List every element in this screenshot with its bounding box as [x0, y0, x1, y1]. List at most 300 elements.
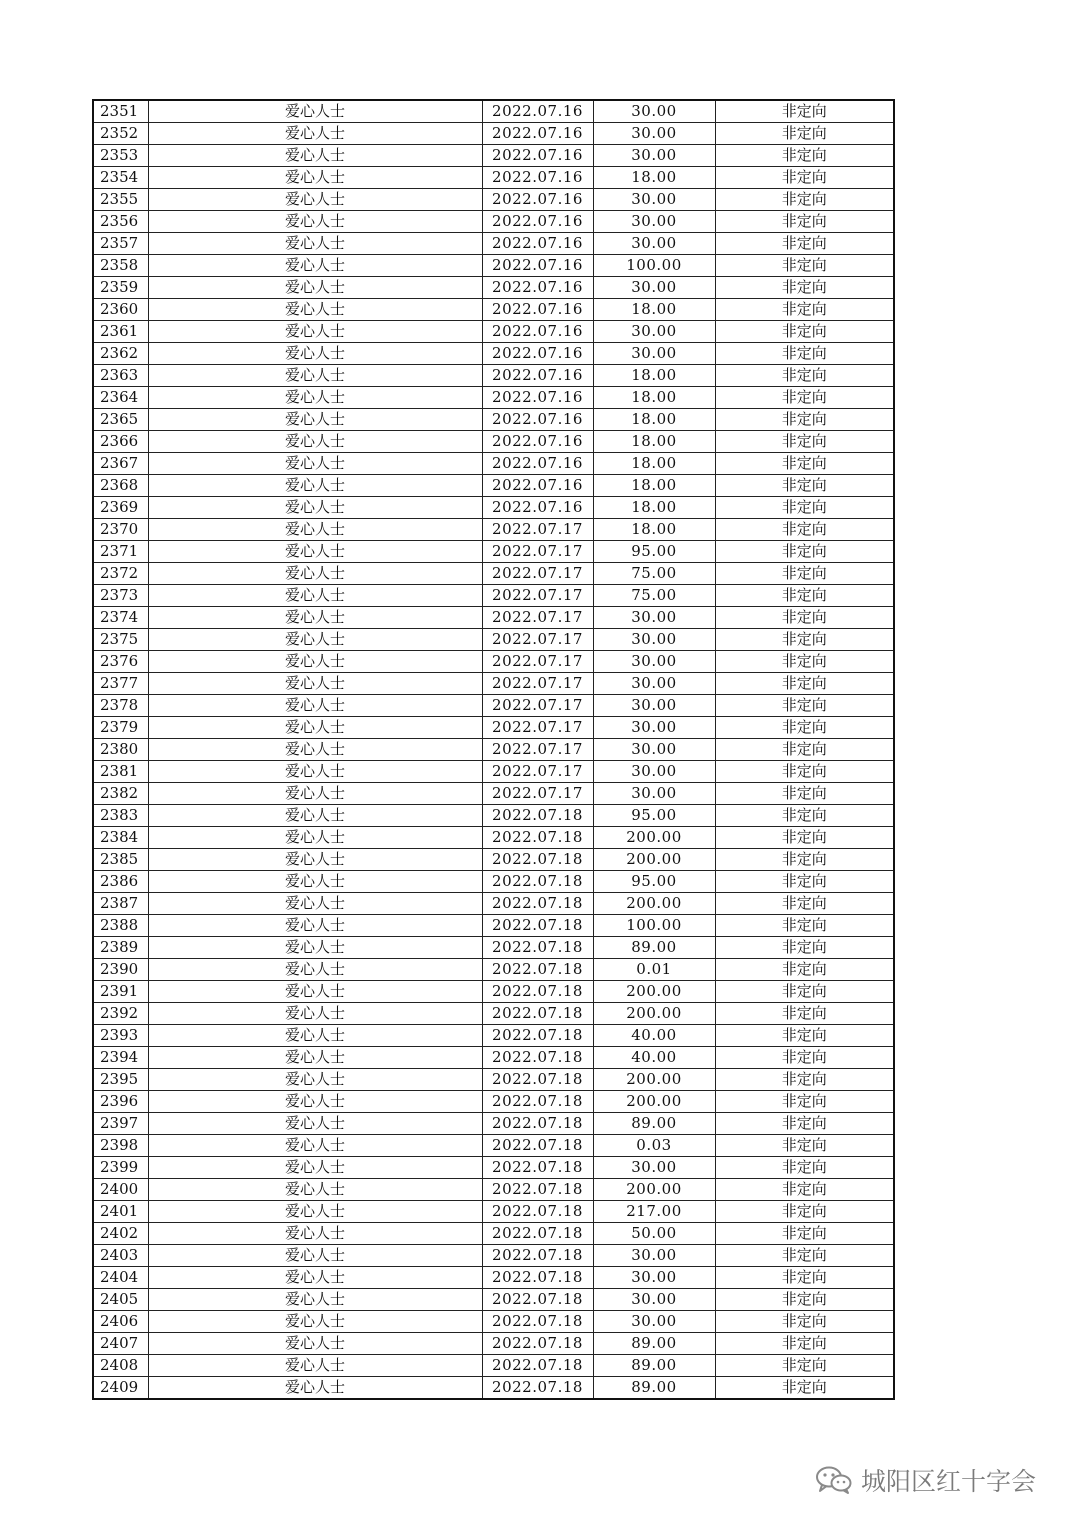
- donation-amount: 30.00: [593, 211, 715, 233]
- row-number: 2394: [93, 1047, 148, 1069]
- donation-amount: 30.00: [593, 651, 715, 673]
- donation-date: 2022.07.16: [482, 167, 593, 189]
- donation-type: 非定向: [715, 277, 894, 299]
- donation-date: 2022.07.16: [482, 189, 593, 211]
- donation-date: 2022.07.17: [482, 607, 593, 629]
- donation-type: 非定向: [715, 1069, 894, 1091]
- donor-name: 爱心人士: [148, 167, 482, 189]
- table-row: [93, 211, 894, 233]
- row-number: 2402: [93, 1223, 148, 1245]
- donation-type: 非定向: [715, 167, 894, 189]
- donation-type: 非定向: [715, 189, 894, 211]
- donation-amount: 200.00: [593, 1069, 715, 1091]
- table-row: [93, 717, 894, 739]
- row-number: 2362: [93, 343, 148, 365]
- row-number: 2388: [93, 915, 148, 937]
- table-row: [93, 277, 894, 299]
- donation-type: 非定向: [715, 100, 894, 123]
- row-number: 2390: [93, 959, 148, 981]
- table-row: [93, 1333, 894, 1355]
- row-number: 2373: [93, 585, 148, 607]
- row-number: 2396: [93, 1091, 148, 1113]
- table-row: [93, 255, 894, 277]
- donor-name: 爱心人士: [148, 387, 482, 409]
- donation-type: 非定向: [715, 607, 894, 629]
- donation-type: 非定向: [715, 585, 894, 607]
- table-row: [93, 167, 894, 189]
- donation-amount: 30.00: [593, 123, 715, 145]
- row-number: 2353: [93, 145, 148, 167]
- donation-date: 2022.07.16: [482, 475, 593, 497]
- donation-date: 2022.07.16: [482, 497, 593, 519]
- donation-type: 非定向: [715, 431, 894, 453]
- donation-date: 2022.07.16: [482, 255, 593, 277]
- row-number: 2374: [93, 607, 148, 629]
- donor-name: 爱心人士: [148, 1003, 482, 1025]
- donation-type: 非定向: [715, 783, 894, 805]
- table-row: [93, 1201, 894, 1223]
- row-number: 2378: [93, 695, 148, 717]
- donor-name: 爱心人士: [148, 1333, 482, 1355]
- row-number: 2365: [93, 409, 148, 431]
- row-number: 2358: [93, 255, 148, 277]
- donor-name: 爱心人士: [148, 695, 482, 717]
- donation-type: 非定向: [715, 211, 894, 233]
- donation-date: 2022.07.18: [482, 1355, 593, 1377]
- donation-date: 2022.07.17: [482, 519, 593, 541]
- donation-amount: 30.00: [593, 739, 715, 761]
- donation-date: 2022.07.16: [482, 321, 593, 343]
- donation-date: 2022.07.18: [482, 1267, 593, 1289]
- donation-date: 2022.07.17: [482, 783, 593, 805]
- donation-amount: 30.00: [593, 783, 715, 805]
- donation-table: [92, 99, 895, 1400]
- row-number: 2385: [93, 849, 148, 871]
- table-row: [93, 1003, 894, 1025]
- donation-date: 2022.07.16: [482, 431, 593, 453]
- wechat-icon: [815, 1465, 853, 1495]
- donation-amount: 30.00: [593, 629, 715, 651]
- row-number: 2392: [93, 1003, 148, 1025]
- donation-date: 2022.07.16: [482, 409, 593, 431]
- table-row: [93, 915, 894, 937]
- table-row: [93, 343, 894, 365]
- table-row: [93, 519, 894, 541]
- donation-amount: 30.00: [593, 277, 715, 299]
- donation-type: 非定向: [715, 739, 894, 761]
- donation-date: 2022.07.16: [482, 211, 593, 233]
- donation-type: 非定向: [715, 1047, 894, 1069]
- donation-date: 2022.07.18: [482, 1157, 593, 1179]
- donation-amount: 200.00: [593, 1091, 715, 1113]
- table-row: [93, 739, 894, 761]
- donor-name: 爱心人士: [148, 629, 482, 651]
- row-number: 2401: [93, 1201, 148, 1223]
- donation-date: 2022.07.18: [482, 1289, 593, 1311]
- donor-name: 爱心人士: [148, 1025, 482, 1047]
- donation-amount: 30.00: [593, 761, 715, 783]
- table-row: [93, 893, 894, 915]
- donation-date: 2022.07.18: [482, 1245, 593, 1267]
- donation-date: 2022.07.18: [482, 959, 593, 981]
- donation-amount: 30.00: [593, 189, 715, 211]
- table-row: [93, 453, 894, 475]
- donation-date: 2022.07.18: [482, 871, 593, 893]
- row-number: 2370: [93, 519, 148, 541]
- donation-type: 非定向: [715, 1179, 894, 1201]
- donation-type: 非定向: [715, 1289, 894, 1311]
- donation-amount: 200.00: [593, 849, 715, 871]
- donation-amount: 89.00: [593, 1377, 715, 1400]
- donor-name: 爱心人士: [148, 299, 482, 321]
- donation-amount: 89.00: [593, 937, 715, 959]
- donor-name: 爱心人士: [148, 1267, 482, 1289]
- donation-type: 非定向: [715, 409, 894, 431]
- row-number: 2393: [93, 1025, 148, 1047]
- donation-amount: 30.00: [593, 100, 715, 123]
- donation-amount: 40.00: [593, 1047, 715, 1069]
- donation-amount: 100.00: [593, 915, 715, 937]
- table-row: [93, 1289, 894, 1311]
- row-number: 2383: [93, 805, 148, 827]
- donation-amount: 95.00: [593, 871, 715, 893]
- donor-name: 爱心人士: [148, 409, 482, 431]
- row-number: 2371: [93, 541, 148, 563]
- donation-date: 2022.07.18: [482, 1047, 593, 1069]
- donation-type: 非定向: [715, 937, 894, 959]
- row-number: 2379: [93, 717, 148, 739]
- donation-date: 2022.07.16: [482, 233, 593, 255]
- watermark: [815, 1462, 1036, 1498]
- table-row: [93, 651, 894, 673]
- donation-type: 非定向: [715, 1311, 894, 1333]
- donation-amount: 18.00: [593, 519, 715, 541]
- table-row: [93, 827, 894, 849]
- donor-name: 爱心人士: [148, 145, 482, 167]
- donation-date: 2022.07.17: [482, 717, 593, 739]
- donor-name: 爱心人士: [148, 211, 482, 233]
- donation-type: 非定向: [715, 343, 894, 365]
- donation-date: 2022.07.16: [482, 387, 593, 409]
- row-number: 2408: [93, 1355, 148, 1377]
- donation-amount: 30.00: [593, 717, 715, 739]
- row-number: 2354: [93, 167, 148, 189]
- donation-date: 2022.07.18: [482, 1223, 593, 1245]
- donor-name: 爱心人士: [148, 1245, 482, 1267]
- donation-type: 非定向: [715, 255, 894, 277]
- donor-name: 爱心人士: [148, 1311, 482, 1333]
- donor-name: 爱心人士: [148, 1289, 482, 1311]
- donation-amount: 18.00: [593, 299, 715, 321]
- table-row: [93, 1091, 894, 1113]
- donor-name: 爱心人士: [148, 1157, 482, 1179]
- row-number: 2352: [93, 123, 148, 145]
- donation-date: 2022.07.16: [482, 453, 593, 475]
- table-row: [93, 497, 894, 519]
- donation-amount: 95.00: [593, 805, 715, 827]
- donation-type: 非定向: [715, 299, 894, 321]
- row-number: 2369: [93, 497, 148, 519]
- donation-type: 非定向: [715, 717, 894, 739]
- donation-date: 2022.07.18: [482, 1003, 593, 1025]
- donation-type: 非定向: [715, 123, 894, 145]
- row-number: 2398: [93, 1135, 148, 1157]
- row-number: 2377: [93, 673, 148, 695]
- donation-amount: 30.00: [593, 673, 715, 695]
- row-number: 2384: [93, 827, 148, 849]
- donation-amount: 30.00: [593, 321, 715, 343]
- table-row: [93, 673, 894, 695]
- donor-name: 爱心人士: [148, 783, 482, 805]
- table-row: [93, 1069, 894, 1091]
- donor-name: 爱心人士: [148, 453, 482, 475]
- donation-amount: 18.00: [593, 387, 715, 409]
- row-number: 2397: [93, 1113, 148, 1135]
- donor-name: 爱心人士: [148, 849, 482, 871]
- table-row: [93, 387, 894, 409]
- donation-date: 2022.07.18: [482, 1025, 593, 1047]
- donation-amount: 89.00: [593, 1113, 715, 1135]
- donation-date: 2022.07.17: [482, 761, 593, 783]
- row-number: 2356: [93, 211, 148, 233]
- donation-amount: 200.00: [593, 893, 715, 915]
- donation-amount: 18.00: [593, 453, 715, 475]
- donation-amount: 50.00: [593, 1223, 715, 1245]
- row-number: 2355: [93, 189, 148, 211]
- row-number: 2372: [93, 563, 148, 585]
- donation-date: 2022.07.18: [482, 1179, 593, 1201]
- table-row: [93, 849, 894, 871]
- donor-name: 爱心人士: [148, 189, 482, 211]
- donor-name: 爱心人士: [148, 937, 482, 959]
- donor-name: 爱心人士: [148, 1069, 482, 1091]
- row-number: 2407: [93, 1333, 148, 1355]
- donor-name: 爱心人士: [148, 651, 482, 673]
- donation-amount: 18.00: [593, 431, 715, 453]
- row-number: 2405: [93, 1289, 148, 1311]
- donation-type: 非定向: [715, 695, 894, 717]
- donation-type: 非定向: [715, 563, 894, 585]
- donation-amount: 100.00: [593, 255, 715, 277]
- donor-name: 爱心人士: [148, 1223, 482, 1245]
- donor-name: 爱心人士: [148, 607, 482, 629]
- donation-amount: 30.00: [593, 1311, 715, 1333]
- row-number: 2364: [93, 387, 148, 409]
- table-row: [93, 1157, 894, 1179]
- donation-date: 2022.07.18: [482, 1113, 593, 1135]
- donation-date: 2022.07.17: [482, 673, 593, 695]
- table-row: [93, 783, 894, 805]
- donation-amount: 0.01: [593, 959, 715, 981]
- donation-date: 2022.07.18: [482, 1091, 593, 1113]
- donation-date: 2022.07.18: [482, 981, 593, 1003]
- donation-date: 2022.07.18: [482, 1201, 593, 1223]
- table-row: [93, 123, 894, 145]
- donation-date: 2022.07.16: [482, 365, 593, 387]
- table-row: [93, 475, 894, 497]
- donor-name: 爱心人士: [148, 255, 482, 277]
- table-row: [93, 629, 894, 651]
- donation-type: 非定向: [715, 805, 894, 827]
- donor-name: 爱心人士: [148, 915, 482, 937]
- donation-date: 2022.07.17: [482, 541, 593, 563]
- row-number: 2400: [93, 1179, 148, 1201]
- donation-amount: 18.00: [593, 365, 715, 387]
- donation-type: 非定向: [715, 1333, 894, 1355]
- table-row: [93, 937, 894, 959]
- row-number: 2380: [93, 739, 148, 761]
- donation-date: 2022.07.17: [482, 739, 593, 761]
- donation-type: 非定向: [715, 1245, 894, 1267]
- donation-type: 非定向: [715, 629, 894, 651]
- table-row: [93, 1179, 894, 1201]
- row-number: 2406: [93, 1311, 148, 1333]
- donation-amount: 0.03: [593, 1135, 715, 1157]
- table-row: [93, 805, 894, 827]
- donation-date: 2022.07.18: [482, 1069, 593, 1091]
- donation-date: 2022.07.18: [482, 937, 593, 959]
- table-row: [93, 1135, 894, 1157]
- donation-amount: 30.00: [593, 1289, 715, 1311]
- row-number: 2381: [93, 761, 148, 783]
- donation-date: 2022.07.16: [482, 100, 593, 123]
- donation-amount: 30.00: [593, 1157, 715, 1179]
- row-number: 2360: [93, 299, 148, 321]
- table-row: [93, 1223, 894, 1245]
- donation-type: 非定向: [715, 1091, 894, 1113]
- donation-date: 2022.07.17: [482, 629, 593, 651]
- row-number: 2376: [93, 651, 148, 673]
- row-number: 2367: [93, 453, 148, 475]
- table-row: [93, 1267, 894, 1289]
- donation-amount: 18.00: [593, 409, 715, 431]
- donor-name: 爱心人士: [148, 871, 482, 893]
- row-number: 2368: [93, 475, 148, 497]
- row-number: 2389: [93, 937, 148, 959]
- donor-name: 爱心人士: [148, 321, 482, 343]
- donation-date: 2022.07.18: [482, 805, 593, 827]
- donation-amount: 75.00: [593, 585, 715, 607]
- donation-type: 非定向: [715, 1113, 894, 1135]
- donor-name: 爱心人士: [148, 739, 482, 761]
- donor-name: 爱心人士: [148, 365, 482, 387]
- donation-type: 非定向: [715, 145, 894, 167]
- table-row: [93, 1377, 894, 1400]
- donation-type: 非定向: [715, 1025, 894, 1047]
- donation-type: 非定向: [715, 893, 894, 915]
- row-number: 2386: [93, 871, 148, 893]
- donation-type: 非定向: [715, 827, 894, 849]
- donor-name: 爱心人士: [148, 717, 482, 739]
- donor-name: 爱心人士: [148, 1179, 482, 1201]
- table-row: [93, 431, 894, 453]
- row-number: 2404: [93, 1267, 148, 1289]
- donation-date: 2022.07.18: [482, 1135, 593, 1157]
- donor-name: 爱心人士: [148, 123, 482, 145]
- donor-name: 爱心人士: [148, 541, 482, 563]
- donor-name: 爱心人士: [148, 1047, 482, 1069]
- table-row: [93, 1113, 894, 1135]
- table-row: [93, 1355, 894, 1377]
- donation-date: 2022.07.17: [482, 585, 593, 607]
- donation-amount: 89.00: [593, 1355, 715, 1377]
- donation-type: 非定向: [715, 761, 894, 783]
- donation-date: 2022.07.18: [482, 849, 593, 871]
- donation-type: 非定向: [715, 475, 894, 497]
- donor-name: 爱心人士: [148, 1091, 482, 1113]
- donation-amount: 18.00: [593, 167, 715, 189]
- donation-amount: 217.00: [593, 1201, 715, 1223]
- row-number: 2409: [93, 1377, 148, 1400]
- donor-name: 爱心人士: [148, 519, 482, 541]
- donation-amount: 30.00: [593, 607, 715, 629]
- donation-table-body: [93, 100, 894, 1399]
- donation-type: 非定向: [715, 651, 894, 673]
- donation-amount: 40.00: [593, 1025, 715, 1047]
- donor-name: 爱心人士: [148, 100, 482, 123]
- donation-type: 非定向: [715, 497, 894, 519]
- table-row: [93, 981, 894, 1003]
- table-row: [93, 365, 894, 387]
- donation-date: 2022.07.16: [482, 277, 593, 299]
- donation-type: 非定向: [715, 519, 894, 541]
- donor-name: 爱心人士: [148, 1377, 482, 1400]
- donation-amount: 200.00: [593, 1179, 715, 1201]
- donor-name: 爱心人士: [148, 431, 482, 453]
- row-number: 2403: [93, 1245, 148, 1267]
- donor-name: 爱心人士: [148, 805, 482, 827]
- donor-name: 爱心人士: [148, 1135, 482, 1157]
- table-row: [93, 871, 894, 893]
- table-row: [93, 189, 894, 211]
- donation-type: 非定向: [715, 1377, 894, 1400]
- donation-type: 非定向: [715, 959, 894, 981]
- donation-type: 非定向: [715, 1223, 894, 1245]
- donation-type: 非定向: [715, 1355, 894, 1377]
- donation-type: 非定向: [715, 541, 894, 563]
- donation-type: 非定向: [715, 233, 894, 255]
- donor-name: 爱心人士: [148, 497, 482, 519]
- table-row: [93, 409, 894, 431]
- row-number: 2363: [93, 365, 148, 387]
- donation-type: 非定向: [715, 915, 894, 937]
- donor-name: 爱心人士: [148, 343, 482, 365]
- donor-name: 爱心人士: [148, 673, 482, 695]
- donor-name: 爱心人士: [148, 277, 482, 299]
- donation-date: 2022.07.16: [482, 343, 593, 365]
- donation-type: 非定向: [715, 871, 894, 893]
- row-number: 2387: [93, 893, 148, 915]
- table-row: [93, 100, 894, 123]
- donation-type: 非定向: [715, 1157, 894, 1179]
- donation-amount: 75.00: [593, 563, 715, 585]
- donation-type: 非定向: [715, 1267, 894, 1289]
- donor-name: 爱心人士: [148, 827, 482, 849]
- donor-name: 爱心人士: [148, 761, 482, 783]
- watermark-text: 城阳区红十字会: [861, 1467, 1037, 1496]
- donation-date: 2022.07.16: [482, 123, 593, 145]
- donation-amount: 30.00: [593, 145, 715, 167]
- donation-amount: 30.00: [593, 343, 715, 365]
- row-number: 2351: [93, 100, 148, 123]
- table-row: [93, 959, 894, 981]
- donor-name: 爱心人士: [148, 233, 482, 255]
- donation-amount: 30.00: [593, 1267, 715, 1289]
- row-number: 2399: [93, 1157, 148, 1179]
- table-row: [93, 1311, 894, 1333]
- donor-name: 爱心人士: [148, 1355, 482, 1377]
- donation-type: 非定向: [715, 1135, 894, 1157]
